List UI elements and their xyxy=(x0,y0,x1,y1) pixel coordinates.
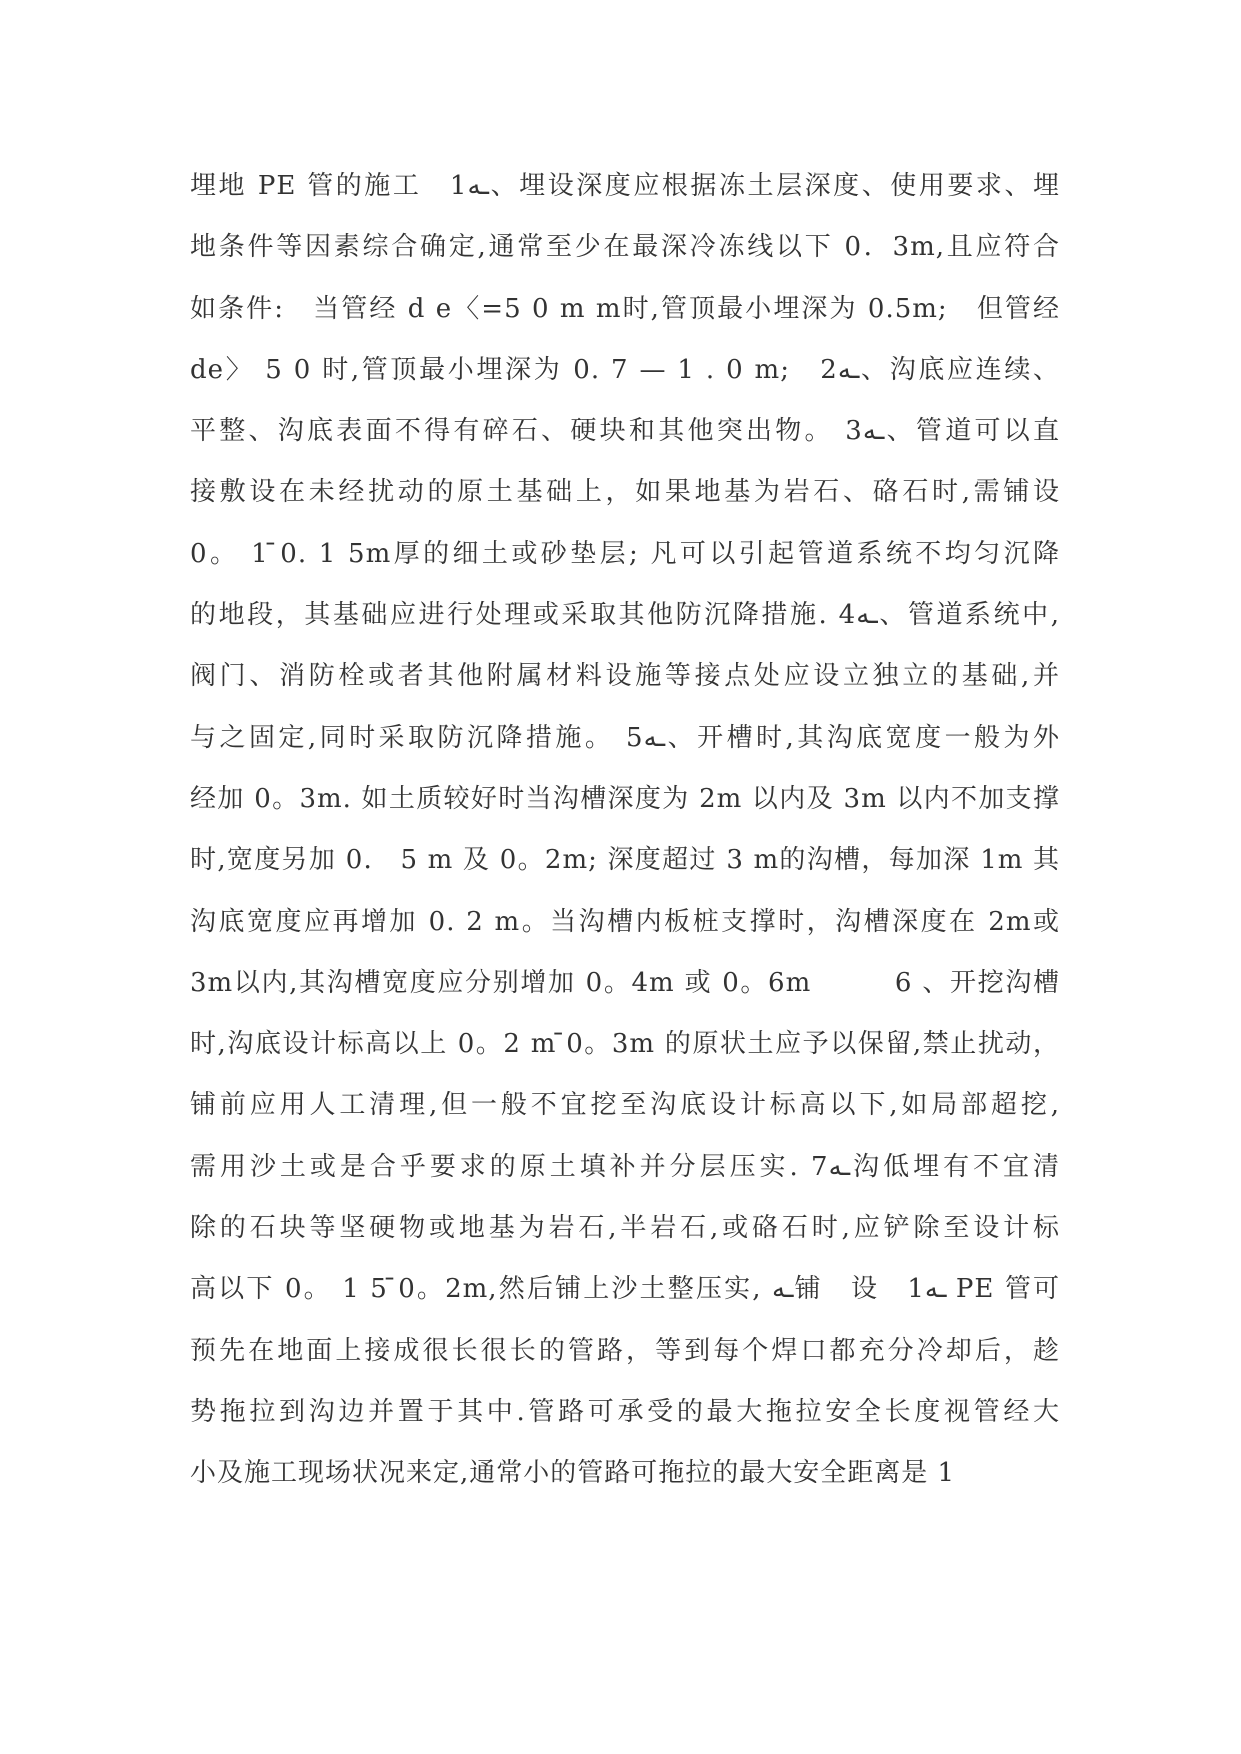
text-line-1: 埋地 PE 管的施工 1ـه、埋设深度应根据冻土层深度、使用要求、埋 xyxy=(190,171,1060,201)
text-line-5: 平整、沟底表面不得有碎石、硬块和其他突出物。 3ـه、管道可以直 xyxy=(190,416,1060,447)
text-line-20: 预先在地面上接成很长很长的管路，等到每个焊口都充分冷却后，趁 xyxy=(190,1335,1060,1366)
text-line-14: 3m以内,其沟槽宽度应分别增加 0。4m 或 0。6m 6 、开挖沟槽 xyxy=(190,967,1060,998)
text-line-19: 高以下 0。 1 5 ̄0。2m,然后铺上沙土整压实, ـه铺 设 1ـه PE 管可 xyxy=(190,1274,1060,1305)
text-line-13: 沟底宽度应再增加 0. 2 m。当沟槽内板桩支撑时，沟槽深度在 2m或 xyxy=(190,906,1060,937)
text-line-15: 时,沟底设计标高以上 0。2 m ̄0。3m 的原状土应予以保留,禁止扰动， xyxy=(190,1029,1060,1060)
text-line-8: 的地段，其基础应进行处理或采取其他防沉降措施. 4ـه、管道系统中, xyxy=(190,600,1060,631)
text-line-16: 铺前应用人工清理,但一般不宜挖至沟底设计标高以下,如局部超挖, xyxy=(190,1090,1060,1121)
text-line-21: 势拖拉到沟边并置于其中.管路可承受的最大拖拉安全长度视管经大 xyxy=(190,1396,1060,1427)
text-line-7: 0。 1 ̄0. 1 5m厚的细土或砂垫层; 凡可以引起管道系统不均匀沉降 xyxy=(190,538,1060,569)
text-line-11: 经加 0。3m. 如土质较好时当沟槽深度为 2m 以内及 3m 以内不加支撑 xyxy=(190,783,1060,814)
text-line-9: 阀门、消防栓或者其他附属材料设施等接点处应设立独立的基础,并 xyxy=(190,661,1060,692)
text-line-4: de〉 5 0 时,管顶最小埋深为 0. 7 — 1 . 0 m; 2ـه、沟底应连续、 xyxy=(190,354,1060,385)
text-line-12: 时,宽度另加 0． 5 m 及 0。2m; 深度超过 3 m的沟槽，每加深 1m 其 xyxy=(190,845,1060,876)
text-line-2: 地条件等因素综合确定,通常至少在最深冷冻线以下 0．3m,且应符合 xyxy=(190,232,1060,263)
text-line-17: 需用沙土或是合乎要求的原土填补并分层压实. 7ـه沟低埋有不宜清 xyxy=(190,1151,1060,1182)
text-line-18: 除的石块等坚硬物或地基为岩石,半岩石,或硌石时,应铲除至设计标 xyxy=(190,1213,1060,1244)
text-line-6: 接敷设在未经扰动的原土基础上，如果地基为岩石、硌石时,需铺设 xyxy=(190,477,1060,508)
text-line-3: 如条件: 当管经 d e〈=5 0 m m时,管顶最小埋深为 0.5m; 但管经 xyxy=(190,293,1060,324)
text-line-10: 与之固定,同时采取防沉降措施。 5ـه、开槽时,其沟底宽度一般为外 xyxy=(190,722,1060,753)
text-line-22: 小及施工现场状况来定,通常小的管路可拖拉的最大安全距离是 1 xyxy=(190,1458,956,1489)
document-body xyxy=(190,156,1060,1505)
